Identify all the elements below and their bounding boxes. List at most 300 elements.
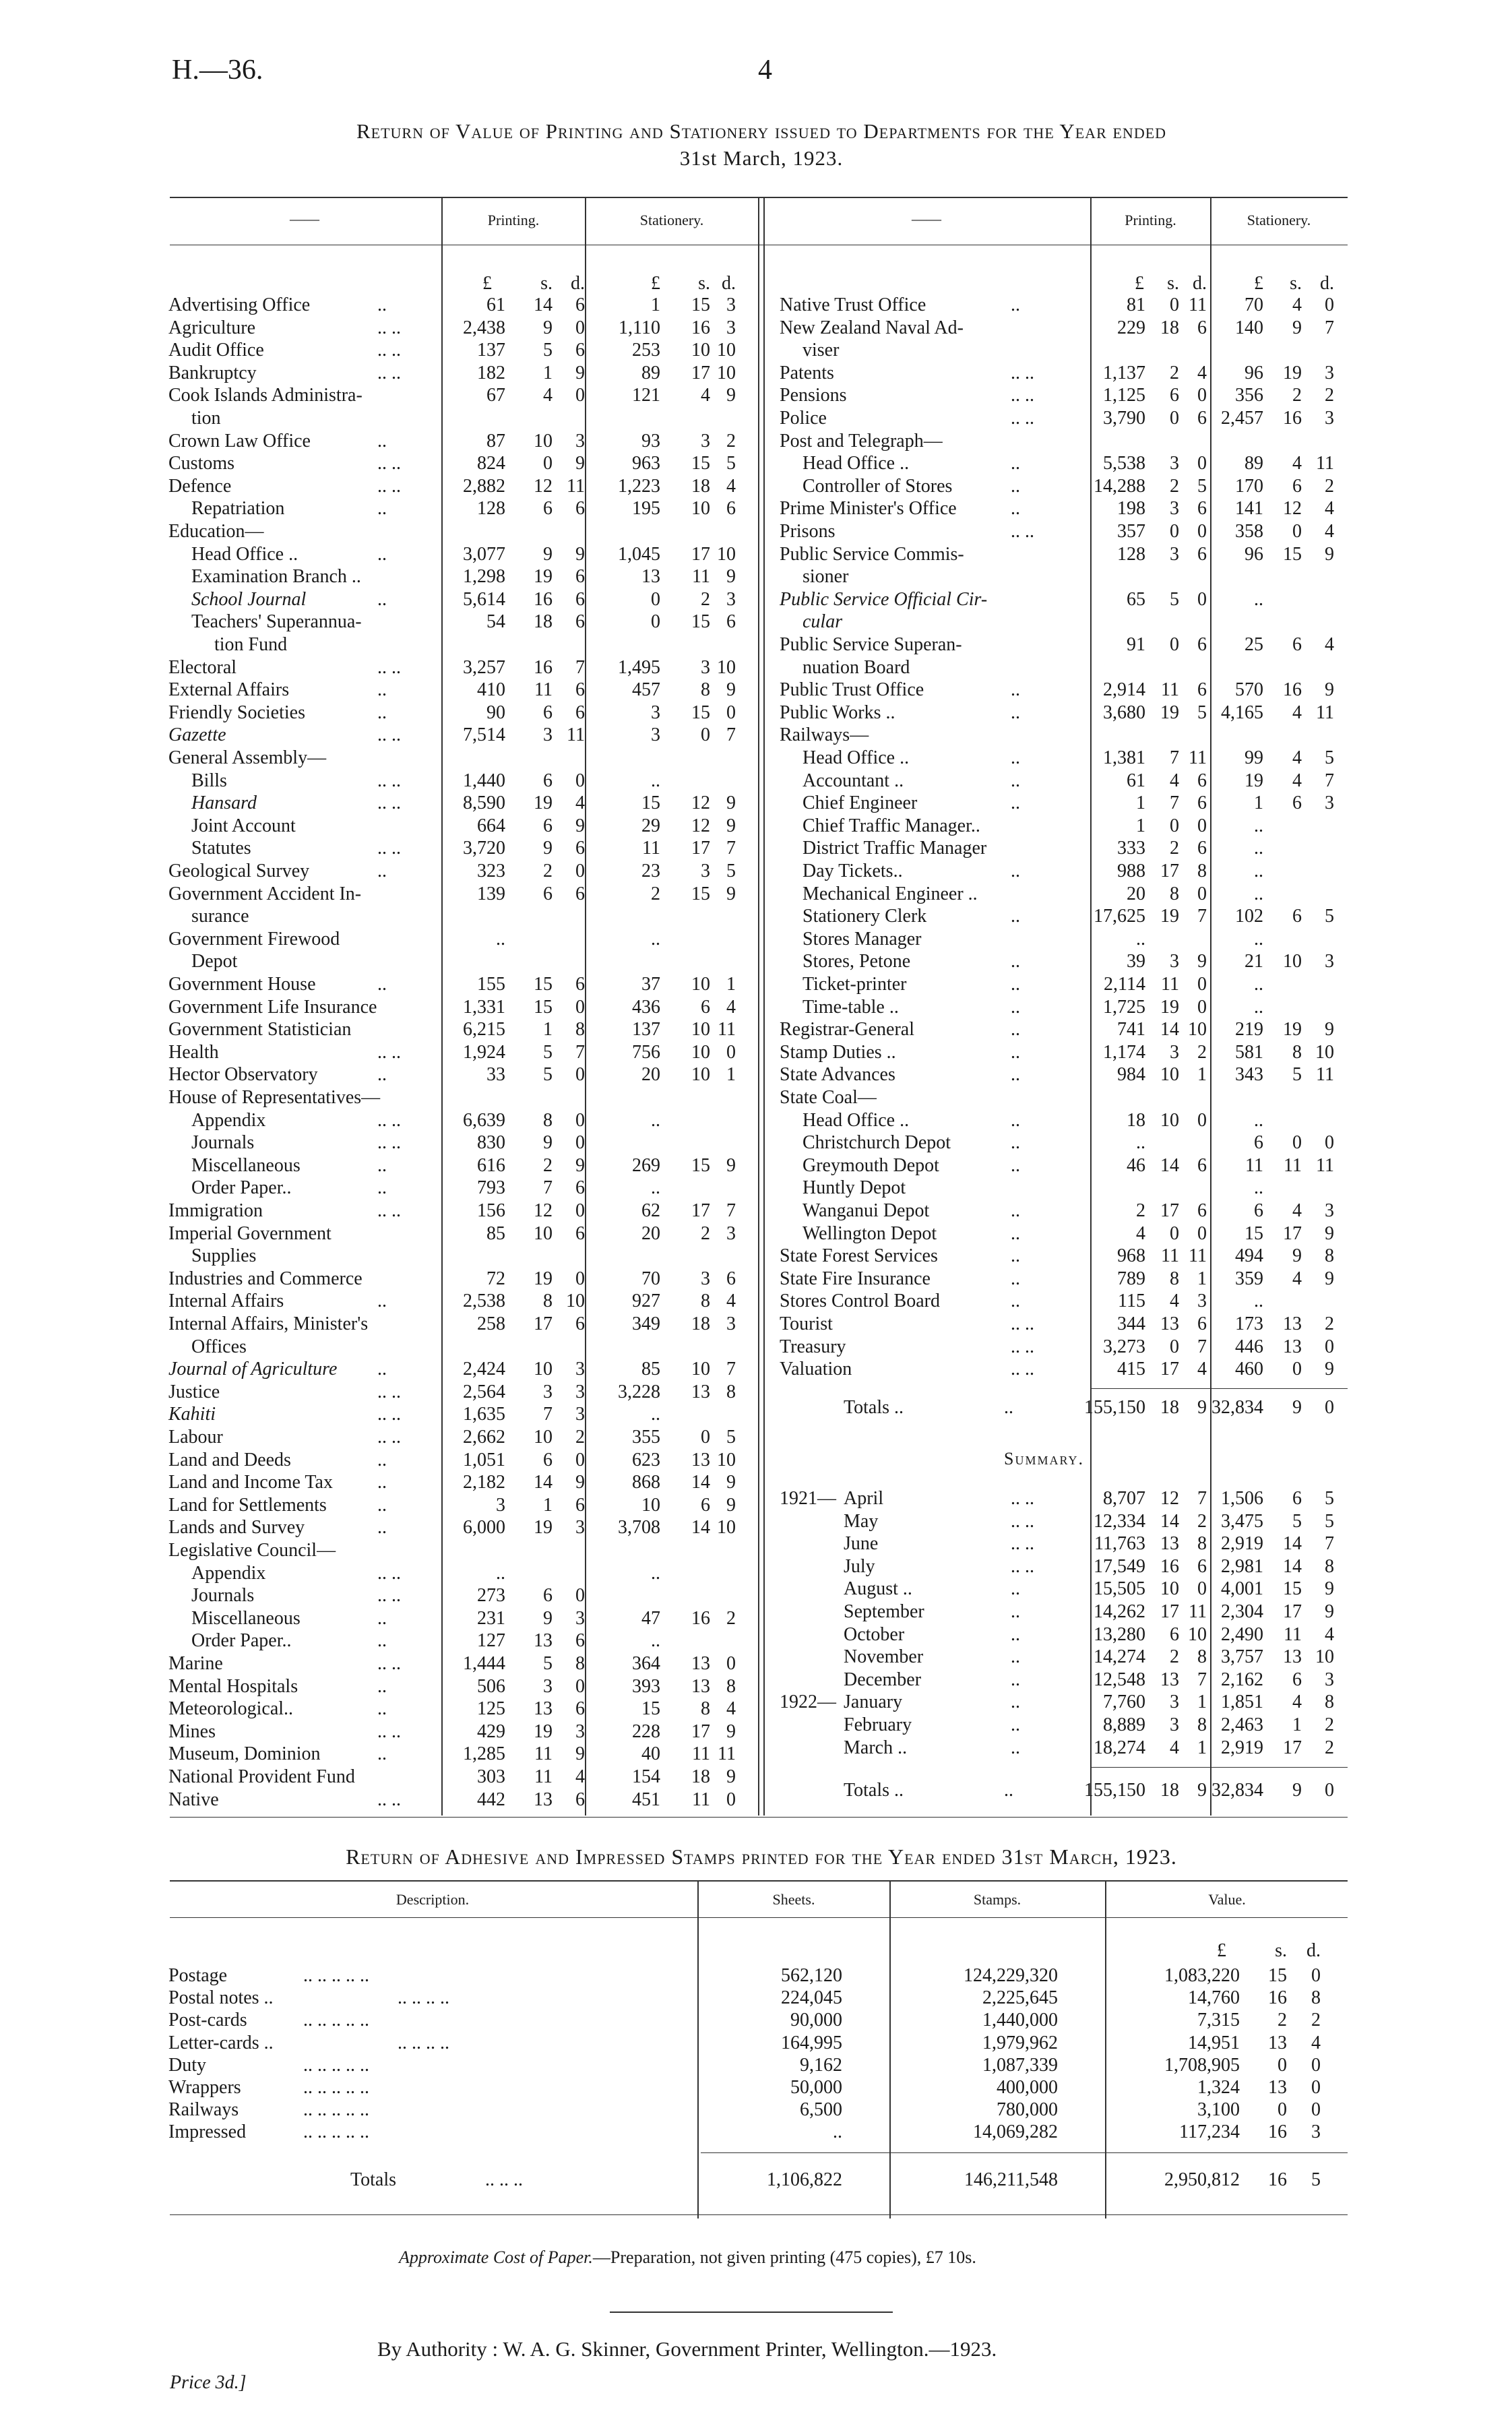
sheets-count: 50,000 <box>790 2077 842 2098</box>
table-row <box>0 430 1512 453</box>
leader-dots: .. <box>1011 1601 1020 1622</box>
printing-pounds: 442 <box>477 1789 505 1810</box>
department-name: Native <box>168 1789 219 1810</box>
value-shillings: 16 <box>1268 1987 1287 2009</box>
stationery-pounds: 756 <box>632 1041 660 1063</box>
printing-pounds: 3,257 <box>463 656 505 678</box>
printing-shillings: 13 <box>1160 1533 1179 1555</box>
printing-pounds: 8,889 <box>1103 1714 1145 1735</box>
stationery-pounds: 460 <box>1235 1359 1263 1380</box>
stationery-shillings: 17 <box>691 1720 710 1742</box>
table-row <box>0 1177 1512 1200</box>
stationery-pounds: 349 <box>632 1313 660 1334</box>
stationery-shillings: 5 <box>1292 1064 1302 1086</box>
printing-pounds: 155,150 <box>1084 1397 1145 1418</box>
leader-dots: .. .. <box>377 340 401 361</box>
summary-month: May <box>844 1510 879 1532</box>
stationery-shillings: 13 <box>691 1675 710 1697</box>
printing-pence: 0 <box>575 996 585 1018</box>
column-header-dash: —— <box>290 210 319 227</box>
stationery-pence: 7 <box>1325 317 1334 338</box>
printing-pence: 11 <box>1189 294 1207 315</box>
printing-pounds: 13,280 <box>1094 1623 1145 1645</box>
stationery-pence: 4 <box>1325 521 1334 542</box>
printing-shillings: 3 <box>1170 951 1179 972</box>
stationery-pounds: .. <box>1254 838 1263 859</box>
value-pence: 2 <box>1311 2010 1321 2031</box>
printing-pounds: 3,720 <box>463 838 505 859</box>
stationery-pounds: 96 <box>1245 543 1263 565</box>
table-row <box>0 724 1512 747</box>
printing-pence: 6 <box>1197 543 1207 565</box>
table-row <box>0 588 1512 611</box>
printing-pence: 8 <box>1197 1714 1207 1735</box>
stationery-pounds: 623 <box>632 1449 660 1470</box>
printing-pence: 0 <box>1197 453 1207 474</box>
printing-pence: 3 <box>575 430 585 452</box>
printing-shillings: 5 <box>543 1653 553 1674</box>
stationery-pounds: .. <box>1254 1177 1263 1199</box>
column-header-stationery: Stationery. <box>1247 212 1311 228</box>
summary-month: November <box>844 1646 924 1668</box>
stationery-pence: 4 <box>726 1291 736 1312</box>
stationery-pence: 5 <box>1325 1510 1334 1532</box>
stationery-shillings: 10 <box>691 1019 710 1041</box>
pence-unit: d. <box>1320 273 1334 294</box>
stationery-shillings: 15 <box>691 702 710 723</box>
stamps-count: 2,225,645 <box>982 1987 1058 2009</box>
printing-pence: 7 <box>1197 1488 1207 1509</box>
department-name: Legislative Council— <box>168 1540 336 1561</box>
printing-pounds: 5,538 <box>1103 453 1145 474</box>
printing-table-title-date: 31st March, 1923. <box>679 146 844 170</box>
column-header-value: Value. <box>1208 1891 1246 1908</box>
stationery-pounds: 99 <box>1245 747 1263 768</box>
stationery-pounds: .. <box>651 1109 660 1131</box>
printing-shillings: 5 <box>543 1041 553 1063</box>
printing-pence: 6 <box>575 498 585 520</box>
stationery-shillings: 13 <box>1283 1336 1302 1357</box>
printing-pounds: 155,150 <box>1084 1780 1145 1801</box>
printing-pounds: 6,639 <box>463 1109 505 1131</box>
printing-shillings: 19 <box>1160 996 1179 1018</box>
stationery-pounds: .. <box>1254 861 1263 881</box>
leader-dots: .. .. <box>377 793 401 814</box>
printing-pounds: 7,760 <box>1103 1692 1145 1713</box>
stationery-pounds: 96 <box>1245 362 1263 383</box>
leader-dots: .. <box>377 1291 387 1312</box>
printing-pence: 7 <box>1197 906 1207 927</box>
stamps-totals-row <box>0 2169 1512 2192</box>
stationery-shillings: 4 <box>1292 747 1302 768</box>
printing-pounds: 1,298 <box>463 566 505 588</box>
printing-pence: 0 <box>1197 815 1207 836</box>
value-shillings: 13 <box>1268 2077 1287 2098</box>
department-name: Public Service Superan- <box>780 634 962 655</box>
department-name: State Coal— <box>780 1087 877 1108</box>
shillings-unit: s. <box>1290 273 1302 294</box>
printing-pence: 6 <box>1197 838 1207 859</box>
printing-pence: 0 <box>575 770 585 791</box>
printing-shillings: 13 <box>534 1698 553 1720</box>
printing-pence: 6 <box>575 294 585 315</box>
printing-pence: 4 <box>575 793 585 814</box>
printing-pounds: 1,285 <box>463 1743 505 1765</box>
table-bottom-rule <box>170 1817 1348 1818</box>
department-name: House of Representatives— <box>168 1087 381 1108</box>
stationery-pounds: .. <box>651 770 660 791</box>
stationery-pence: 11 <box>1316 453 1334 474</box>
stamp-description: Postal notes .. <box>168 1987 274 2009</box>
printing-shillings: 2 <box>1170 362 1179 383</box>
printing-pence: 6 <box>575 883 585 904</box>
leader-dots: .. <box>1011 951 1020 972</box>
printing-pence: 11 <box>1189 1245 1207 1267</box>
table-row <box>0 1449 1512 1472</box>
department-name: Crown Law Office <box>168 430 311 452</box>
stamps-totals-rule <box>701 2152 1348 2153</box>
paper-cost-label: Approximate Cost of Paper. <box>399 2247 593 2267</box>
department-name: Miscellaneous <box>191 1154 301 1176</box>
printing-pence: 2 <box>575 1427 585 1448</box>
stationery-shillings: 15 <box>1283 1578 1302 1600</box>
stationery-pounds: 102 <box>1235 906 1263 927</box>
stationery-pence: 5 <box>1325 747 1334 768</box>
stationery-pence: 9 <box>726 883 736 904</box>
summary-row <box>0 1555 1512 1578</box>
printing-pence: 3 <box>575 1517 585 1539</box>
stationery-pounds: 219 <box>1235 1019 1263 1041</box>
printing-pence: 6 <box>1197 1313 1207 1334</box>
value-shillings: 16 <box>1268 2169 1287 2190</box>
printing-pounds: 156 <box>477 1200 505 1221</box>
printing-pounds: 1 <box>1136 815 1145 836</box>
printing-pounds: 8,707 <box>1103 1488 1145 1509</box>
stationery-pounds: 47 <box>641 1607 660 1629</box>
printing-shillings: 2 <box>1170 475 1179 497</box>
table-row <box>0 1313 1512 1336</box>
stationery-pounds: 11 <box>1245 1154 1263 1176</box>
stationery-pounds: 137 <box>632 1019 660 1041</box>
stationery-shillings: 13 <box>691 1653 710 1674</box>
leader-dots: .. <box>377 702 387 723</box>
stationery-pence: 8 <box>1325 1692 1334 1713</box>
stationery-pounds: 4,165 <box>1221 702 1263 723</box>
printing-pounds: 664 <box>477 815 505 836</box>
stationery-pounds: 355 <box>632 1427 660 1448</box>
printing-pounds: 12,548 <box>1094 1669 1145 1690</box>
table-row <box>0 1086 1512 1109</box>
stationery-shillings: 8 <box>1292 1041 1302 1063</box>
printing-pounds: 1 <box>1136 793 1145 814</box>
printing-shillings: 10 <box>1160 1109 1179 1131</box>
stationery-pounds: 70 <box>1245 294 1263 315</box>
printing-pounds: 258 <box>477 1313 505 1334</box>
stationery-shillings: 17 <box>691 362 710 383</box>
printing-table-title: Return of Value of Printing and Stationery issued to Departments for the Year ended <box>356 119 1167 143</box>
department-name: Agriculture <box>168 317 256 338</box>
stationery-pounds: 32,834 <box>1211 1780 1263 1801</box>
printing-pounds: 968 <box>1117 1245 1145 1267</box>
stamps-row <box>0 2099 1512 2121</box>
currency-units-left <box>0 272 1512 295</box>
leader-dots: .. .. <box>377 1200 401 1221</box>
leader-dots: .. .. <box>377 1109 401 1131</box>
summary-row <box>0 1578 1512 1601</box>
department-name: Tourist <box>780 1313 833 1334</box>
printing-pounds: 231 <box>477 1607 505 1629</box>
printing-pounds: 72 <box>486 1268 505 1289</box>
stationery-shillings: 2 <box>701 1222 710 1244</box>
table-row <box>0 905 1512 928</box>
column-header-printing: Printing. <box>487 212 540 228</box>
stamps-row <box>0 2121 1512 2144</box>
stationery-pounds: 37 <box>641 974 660 995</box>
department-name: Lands and Survey <box>168 1517 305 1539</box>
printing-pounds: 1,331 <box>463 996 505 1018</box>
leader-dots: .. .. <box>377 1381 401 1402</box>
stationery-shillings: 6 <box>1292 793 1302 814</box>
printing-shillings: 10 <box>534 430 553 452</box>
totals-row <box>0 1396 1512 1419</box>
department-name: Mines <box>168 1720 216 1742</box>
leader-dots: .. <box>1011 453 1020 474</box>
printing-pounds: 415 <box>1117 1359 1145 1380</box>
leader-dots: .. <box>1011 1222 1020 1244</box>
value-pounds: 7,315 <box>1197 2010 1240 2031</box>
stationery-pounds: 2,919 <box>1221 1737 1263 1758</box>
printing-shillings: 6 <box>543 1449 553 1470</box>
printing-shillings: 2 <box>543 861 553 881</box>
department-name: Defence <box>168 475 232 497</box>
leader-dots: .. .. <box>1011 1510 1034 1532</box>
stationery-shillings: 17 <box>691 1200 710 1221</box>
printing-pounds: 137 <box>477 340 505 361</box>
summary-month: April <box>844 1488 884 1509</box>
department-name: Wanganui Depot <box>802 1200 930 1221</box>
stationery-pounds: 0 <box>651 588 660 610</box>
stationery-pence: 0 <box>726 1653 736 1674</box>
stationery-pence: 4 <box>726 1698 736 1720</box>
leader-dots: .. .. <box>1011 1555 1034 1577</box>
column-header-printing: Printing. <box>1125 212 1176 228</box>
totals-rule <box>1092 1388 1348 1389</box>
printing-pounds: 6,215 <box>463 1019 505 1041</box>
stationery-pounds: 1,045 <box>618 543 660 565</box>
stationery-pounds: .. <box>651 928 660 950</box>
printing-pounds: 1,444 <box>463 1653 505 1674</box>
printing-pounds: 4 <box>1136 1222 1145 1244</box>
printing-pence: 6 <box>1197 770 1207 791</box>
leader-dots: .. <box>377 1630 387 1652</box>
paper-cost-text: —Preparation, not given printing (475 copies), £7 10s. <box>592 2247 976 2267</box>
stationery-pounds: 13 <box>641 566 660 588</box>
printing-pence: 5 <box>1197 475 1207 497</box>
department-name: sioner <box>802 566 849 588</box>
printing-pounds: 1,051 <box>463 1449 505 1470</box>
printing-pence: 6 <box>575 340 585 361</box>
leader-dots: .. <box>1011 1109 1020 1131</box>
stationery-pence: 6 <box>726 1268 736 1289</box>
stationery-pounds: 364 <box>632 1653 660 1674</box>
printing-pence: 0 <box>1197 588 1207 610</box>
printing-pounds: 1,924 <box>463 1041 505 1063</box>
leader-dots: .. <box>377 430 387 452</box>
printing-pounds: 2,662 <box>463 1427 505 1448</box>
shillings-unit: s. <box>540 273 553 294</box>
printing-shillings: 3 <box>1170 1714 1179 1735</box>
pence-unit: d. <box>571 273 585 294</box>
leader-dots: .. <box>1011 793 1020 814</box>
department-name: State Forest Services <box>780 1245 938 1267</box>
printing-shillings: 14 <box>534 294 553 315</box>
stationery-shillings: 16 <box>691 1607 710 1629</box>
column-header-stamps: Stamps. <box>973 1891 1021 1908</box>
printing-pence: 0 <box>1197 974 1207 995</box>
stationery-pounds: 3 <box>651 702 660 723</box>
printing-pence: 1 <box>1197 1737 1207 1758</box>
printing-shillings: 1 <box>543 362 553 383</box>
stationery-pence: 5 <box>726 861 736 881</box>
stationery-pence: 7 <box>726 1200 736 1221</box>
printing-pounds: 61 <box>1127 770 1145 791</box>
department-name: Audit Office <box>168 340 264 361</box>
stationery-shillings: 10 <box>691 1359 710 1380</box>
stationery-shillings: 6 <box>701 1494 710 1516</box>
printing-shillings: 0 <box>1170 634 1179 655</box>
printing-shillings: 13 <box>534 1630 553 1652</box>
stationery-shillings: 16 <box>1283 679 1302 701</box>
stationery-pounds: 581 <box>1235 1041 1263 1063</box>
printing-pounds: 303 <box>477 1766 505 1787</box>
stationery-pounds: 3,757 <box>1221 1646 1263 1668</box>
department-name: tion Fund <box>214 634 288 655</box>
summary-row <box>0 1646 1512 1669</box>
summary-month: December <box>844 1669 922 1690</box>
department-name: Hector Observatory <box>168 1064 318 1086</box>
stationery-shillings: 19 <box>1283 1019 1302 1041</box>
printing-pounds: 12,334 <box>1094 1510 1145 1532</box>
printing-pounds: 61 <box>486 294 505 315</box>
department-name: Museum, Dominion <box>168 1743 321 1765</box>
printing-pence: 6 <box>1197 1555 1207 1577</box>
printing-pence: 10 <box>1188 1019 1207 1041</box>
printing-pence: 6 <box>575 974 585 995</box>
department-name: Public Trust Office <box>780 679 924 701</box>
printing-pounds: 139 <box>477 883 505 904</box>
leader-dots: .. <box>1011 1692 1020 1713</box>
department-name: Immigration <box>168 1200 263 1221</box>
stationery-pounds: 927 <box>632 1291 660 1312</box>
printing-pence: 6 <box>575 566 585 588</box>
stationery-pence: 0 <box>1325 1132 1334 1154</box>
printing-pounds: 1,725 <box>1103 996 1145 1018</box>
printing-pence: 7 <box>1197 1336 1207 1357</box>
department-name: Police <box>780 408 827 429</box>
leader-dots: .. .. <box>1011 385 1034 406</box>
leader-dots: .. <box>1011 1245 1020 1267</box>
stationery-pounds: 1 <box>651 294 660 315</box>
stamps-row <box>0 2054 1512 2077</box>
printing-shillings: 11 <box>1161 1245 1179 1267</box>
department-name: Government Life Insurance <box>168 996 377 1018</box>
printing-shillings: 9 <box>543 543 553 565</box>
printing-pence: 9 <box>575 1154 585 1176</box>
printing-shillings: 15 <box>534 996 553 1018</box>
stationery-pence: 9 <box>1325 679 1334 701</box>
stationery-pounds: 21 <box>1245 951 1263 972</box>
leader-dots: .. .. <box>377 1404 401 1425</box>
table-row <box>0 1131 1512 1154</box>
department-name: Christchurch Depot <box>802 1132 951 1154</box>
printing-pounds: 2,564 <box>463 1381 505 1402</box>
printing-pounds: 6,000 <box>463 1517 505 1539</box>
printing-pounds: 2,438 <box>463 317 505 338</box>
leader-dots: .. <box>1011 1132 1020 1154</box>
printing-pence: 9 <box>575 362 585 383</box>
printing-pounds: 1,635 <box>463 1404 505 1425</box>
printing-pounds: 2,182 <box>463 1472 505 1493</box>
department-name: Order Paper.. <box>191 1177 292 1199</box>
printing-shillings: 10 <box>534 1222 553 1244</box>
table-row <box>0 1222 1512 1245</box>
stationery-shillings: 10 <box>1283 951 1302 972</box>
printing-pounds: 323 <box>477 861 505 881</box>
printing-shillings: 3 <box>543 724 553 746</box>
pence-unit: d. <box>1193 273 1207 294</box>
printing-pence: 0 <box>575 1132 585 1154</box>
printing-pence: 6 <box>575 1698 585 1720</box>
printing-pence: 0 <box>575 1675 585 1697</box>
department-name: Meteorological.. <box>168 1698 294 1720</box>
department-name: Marine <box>168 1653 223 1674</box>
printing-pounds: 17,625 <box>1094 906 1145 927</box>
summary-totals-rule <box>1092 1767 1348 1768</box>
stationery-pence: 0 <box>1325 294 1334 315</box>
stationery-pence: 9 <box>1325 1578 1334 1600</box>
table-row <box>0 633 1512 656</box>
table-row <box>0 452 1512 475</box>
stationery-pounds: 70 <box>641 1268 660 1289</box>
printing-authority: By Authority : W. A. G. Skinner, Government Printer, Wellington.—1923. <box>377 2337 997 2361</box>
summary-month: June <box>844 1533 879 1555</box>
table-row <box>0 520 1512 543</box>
stationery-pounds: .. <box>651 1177 660 1199</box>
stationery-pence: 4 <box>726 475 736 497</box>
department-name: Miscellaneous <box>191 1607 301 1629</box>
summary-totals-label: Totals .. <box>844 1780 904 1801</box>
leader-dots: .. <box>1011 679 1020 701</box>
stationery-shillings: 13 <box>691 1381 710 1402</box>
stationery-shillings: 4 <box>1292 1200 1302 1221</box>
stationery-shillings: 0 <box>701 724 710 746</box>
printing-pence: 0 <box>575 1585 585 1607</box>
department-name: tion <box>191 408 221 429</box>
stamps-currency-units <box>0 1940 1512 1962</box>
department-name: Education— <box>168 521 264 542</box>
printing-shillings: 6 <box>543 498 553 520</box>
department-name: Stores, Petone <box>802 951 911 972</box>
stationery-pounds: 195 <box>632 498 660 520</box>
printing-shillings: 19 <box>534 1268 553 1289</box>
printing-pounds: 741 <box>1117 1019 1145 1041</box>
printing-shillings: 6 <box>543 1585 553 1607</box>
leader-dots: .. <box>1011 1041 1020 1063</box>
printing-pence: 0 <box>1197 1222 1207 1244</box>
leader-dots: .. <box>1011 1154 1020 1176</box>
value-pounds: 2,950,812 <box>1164 2169 1240 2190</box>
leader-dots: .. .. <box>377 1562 401 1584</box>
